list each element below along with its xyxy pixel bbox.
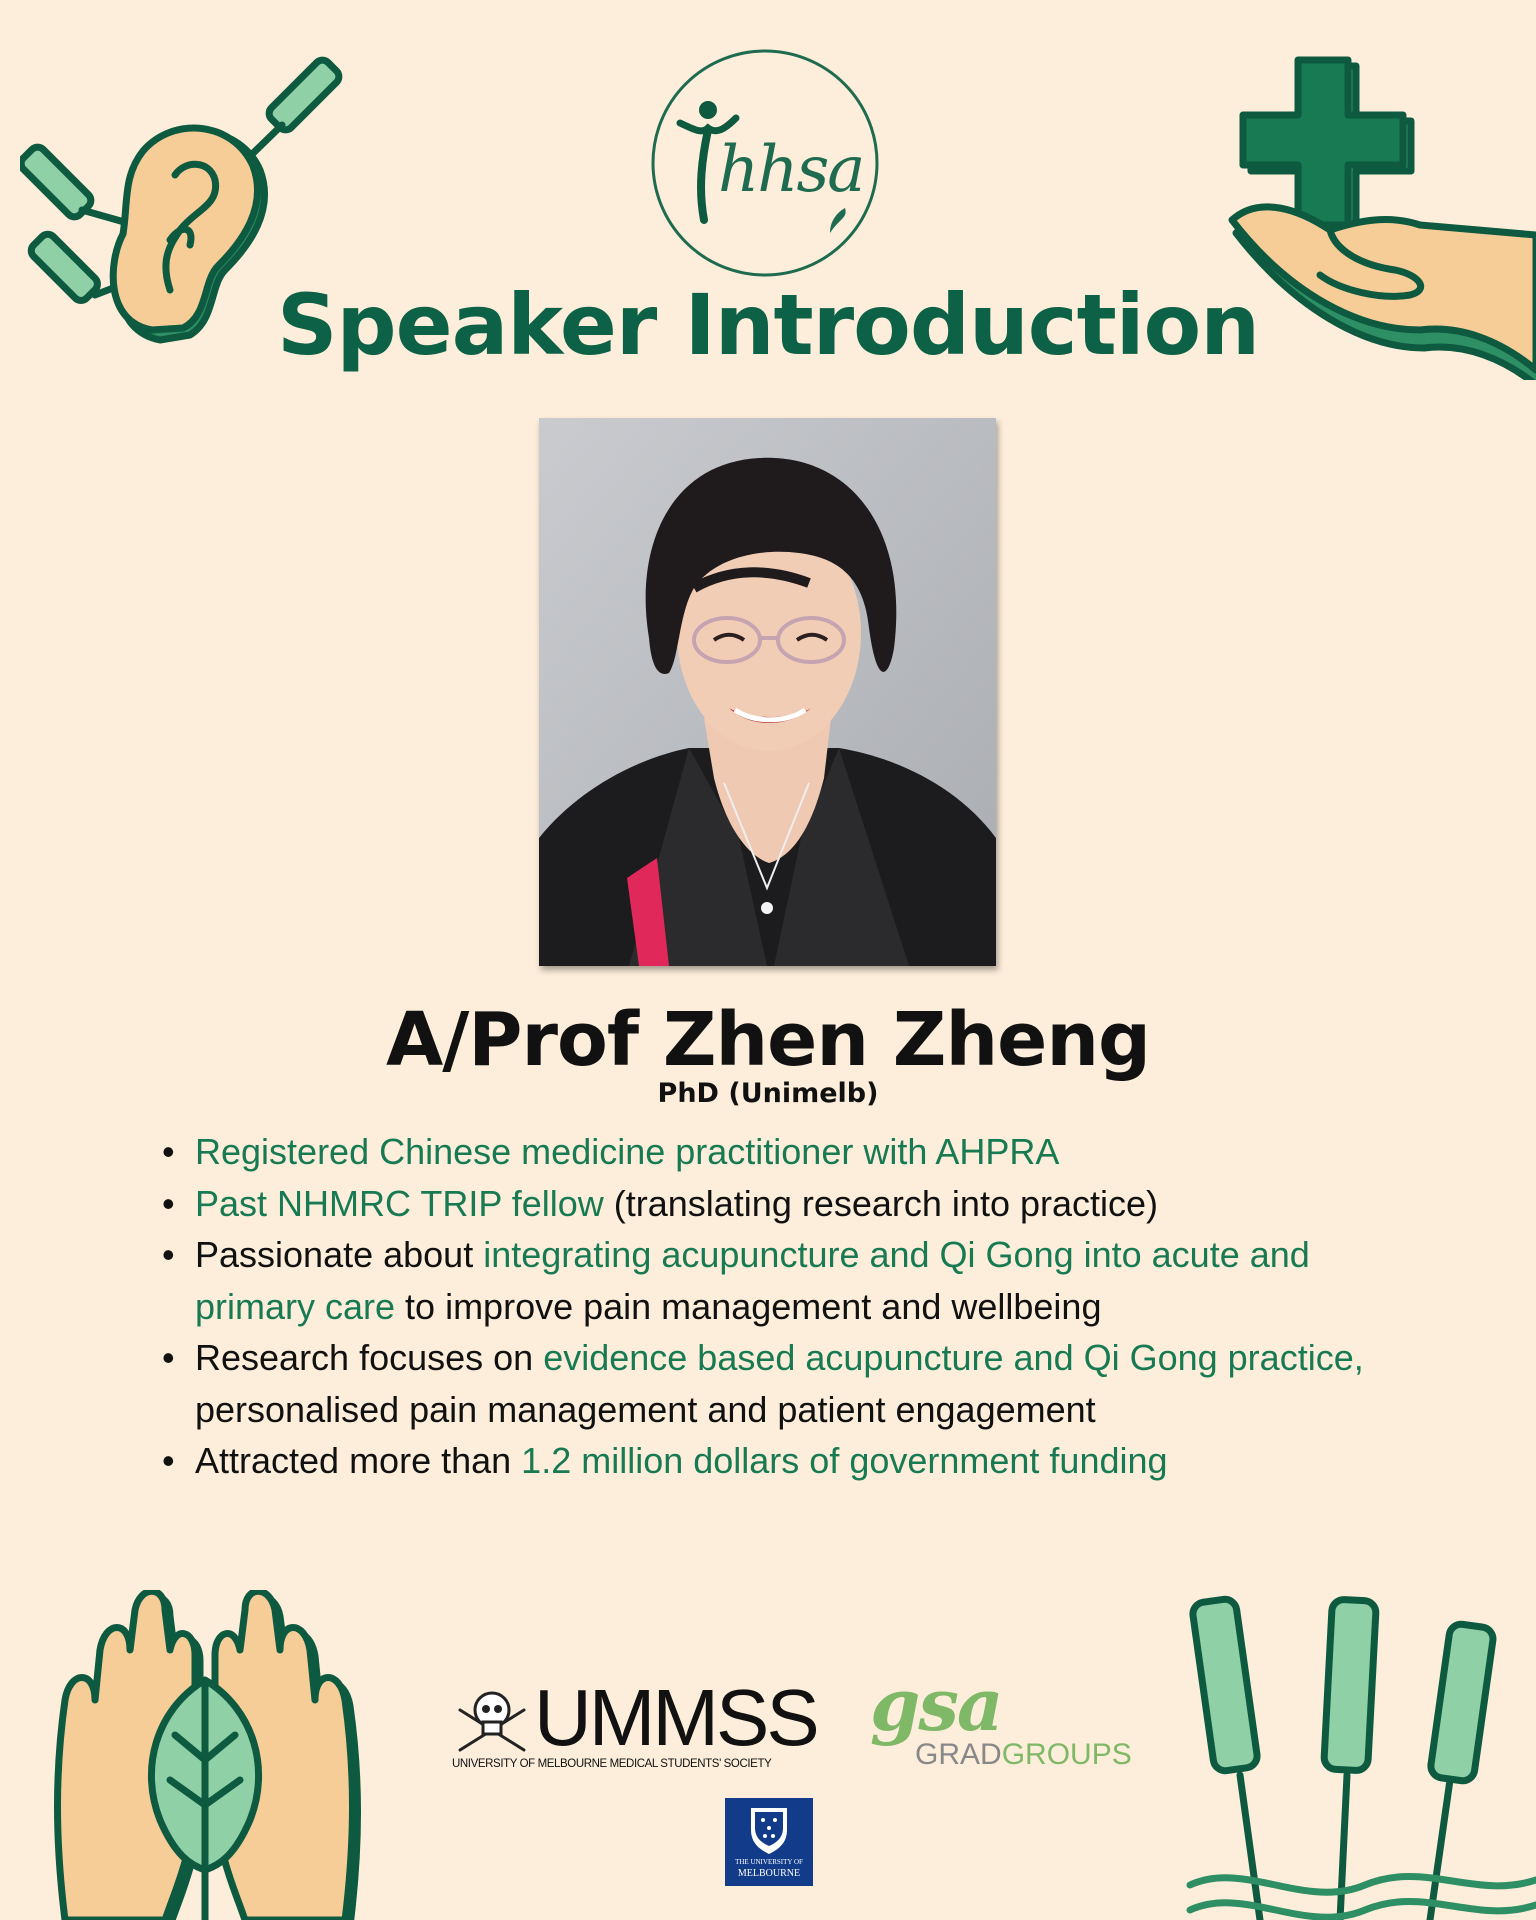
bullet-item — [160, 1178, 1420, 1230]
bullet-text: Research focuses on — [195, 1337, 544, 1378]
bullet-item — [160, 1229, 1420, 1332]
speaker-name: A/Prof Zhen Zheng — [386, 997, 1150, 1083]
ummss-subtitle: UNIVERSITY OF MELBOURNE MEDICAL STUDENTS' SOCIETY — [452, 1758, 772, 1770]
bullet-text: personalised pain management and patient engagement — [195, 1388, 1096, 1430]
hhsa-logo — [640, 38, 890, 288]
gsa-sub-groups: GROUPS — [1001, 1738, 1132, 1771]
crest-icon — [725, 1798, 813, 1860]
gsa-subtitle — [915, 1738, 1132, 1772]
bullet-text: Past NHMRC TRIP fellow — [195, 1182, 604, 1224]
gsa-gradgroups-logo — [870, 1662, 1132, 1772]
ummss-logo — [452, 1675, 847, 1775]
acupuncture-needles-icon — [1185, 1590, 1536, 1920]
bullet-text: (translating research into practice) — [603, 1182, 1159, 1224]
gsa-name: gsa — [870, 1662, 1002, 1747]
speaker-bullet-list — [160, 1126, 1420, 1487]
bullet-text: Attracted more than — [195, 1440, 522, 1481]
skull-crossbones-icon — [452, 1680, 532, 1760]
bullet-item — [160, 1126, 1420, 1178]
ummss-name: UMMSS — [534, 1673, 817, 1762]
bullet-text: Passionate about — [195, 1234, 484, 1275]
bullet-text: Registered Chinese medicine practitioner with AHPRA — [195, 1131, 1060, 1172]
speaker-degree: PhD (Unimelb) — [657, 1078, 879, 1109]
logo-text: hhsa — [718, 133, 864, 207]
page-title: Speaker Introduction — [276, 276, 1260, 374]
unimelb-line2: MELBOURNE — [737, 1868, 801, 1879]
bullet-text: 1.2 million dollars of government funding — [521, 1440, 1168, 1481]
unimelb-logo — [725, 1798, 813, 1886]
bullet-item — [160, 1435, 1420, 1487]
gsa-sub-grad: GRAD — [915, 1738, 1002, 1771]
hands-holding-leaf-icon — [45, 1590, 365, 1920]
bullet-text: to improve pain management and wellbeing — [395, 1285, 1102, 1327]
bullet-text: integrating acupuncture and Qi Gong into acute and primary care — [195, 1234, 1310, 1327]
speaker-photo — [539, 418, 996, 966]
bullet-text: evidence based acupuncture and Qi Gong practice, — [543, 1337, 1364, 1378]
bullet-item — [160, 1332, 1420, 1435]
unimelb-line1: THE UNIVERSITY OF — [735, 1858, 803, 1866]
